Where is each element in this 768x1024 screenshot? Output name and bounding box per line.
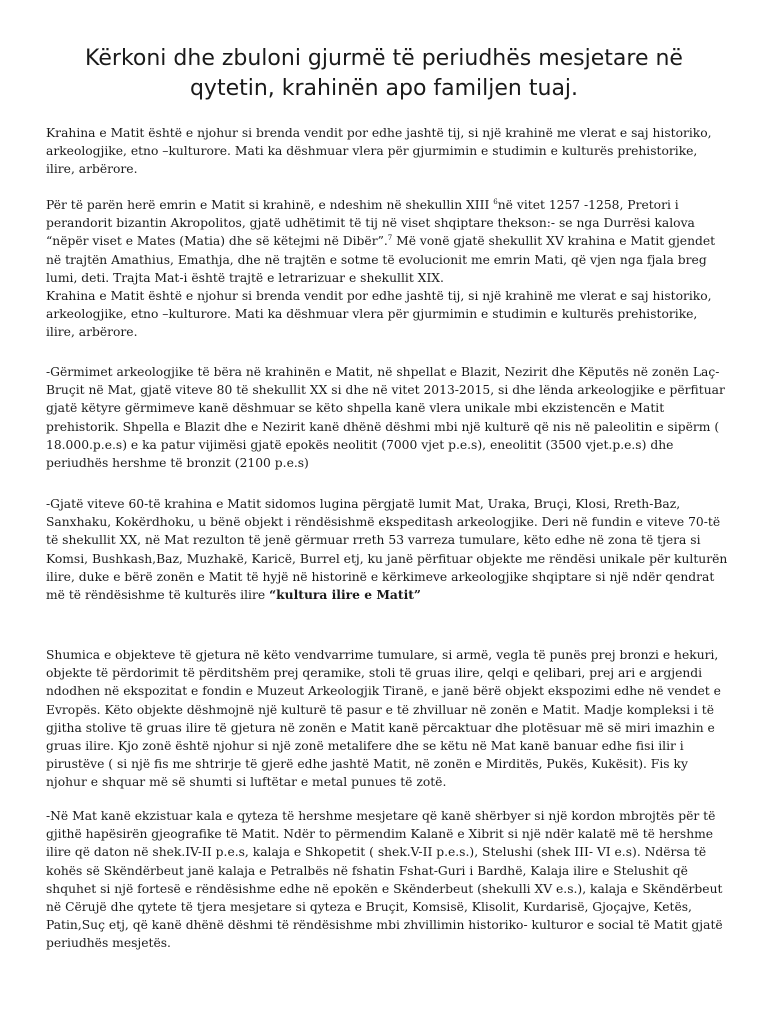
paragraph-name-origin-text-b: në vitet 1257 -1258, Pretori i perandorit bizantin Akropolitos, gjatë udhëtimit të tij në viset shqiptare thekson:- se nga Durrësi kalova “nëpër viset e Mates (Matia) dhe së këtejmi në Dibër”. <box>46 198 695 249</box>
page-title: Kërkoni dhe zbuloni gjurmë të periudhës mesjetare në qytetin, krahinën apo familjen tuaj. <box>85 46 683 101</box>
paragraph-expeditions <box>46 495 728 604</box>
paragraph-excavations: -Gërmimet arkeologjike të bëra në krahinën e Matit, në shpellat e Blazit, Nezirit dhe Këputës në zonën Laç- Bruçit në Mat, gjatë viteve 80 të shekullit XX si dhe në vitet 2013-2015, si dhe lënda arkeologjike e përfituar gjatë këtyre gërmimeve kanë dëshmuar se këto shpella kanë vlera unikale mbi ekzistencën e Matit prehistorik. Shpella e Blazit dhe e Nezirit kanë dhënë dëshmi mbi një kulturë që nis në paleolitin e sipërm ( 18.000.p.e.s) e ka patur vijimësi gjatë epokës neolitit (7000 vjet p.e.s), eneolitit (3500 vjet.p.e.s) dhe periudhës hershme të bronzit (2100 p.e.s) <box>46 365 725 471</box>
paragraph-intro: Krahina e Matit është e njohur si brenda vendit por edhe jashtë tij, si një krahinë me vlerat e saj historiko, arkeologjike, etno –kulturore. Mati ka dëshmuar vlera për gjurmimin e studimin e kulturës prehistorike, ilire, arbërore. <box>46 126 712 177</box>
paragraph-expeditions-text: -Gjatë viteve 60-të krahina e Matit sidomos lugina përgjatë lumit Mat, Uraka, Bruçi, Klosi, Rreth-Baz, Sanxhaku, Kokërdhoku, u bënë objekt i rëndësishmë ekspeditash arkeologjike. Deri në fundin e viteve 70-të të shekullit XX, në Mat rezulton të jenë gërmuar rreth 53 varreza tumulare, këto edhe në zona të tjera si Komsi, Bushkash,Baz, Muzhakë, Karicë, Burrel etj, ku janë përfituar objekte me rëndësi unikale për kulturën ilire, duke e bërë zonën e Matit të hyjë në historinë e kërkimeve arkeologjike shqiptare si një ndër qendrat më të rëndësishme të kulturës ilire <box>46 497 728 603</box>
paragraph-name-origin-text-c: Më vonë gjatë shekullit XV krahina e Matit gjendet në trajtën Amathius, Emathja, dhe në trajtën e sotme të evolucionit me emrin Mati, që vjen nga fjala breg lumi, deti. Trajta Mat-i është trajtë e letrarizuar e shekullit XIX. <box>46 234 716 285</box>
paragraph-castles: -Në Mat kanë ekzistuar kala e qyteza të hershme mesjetare që kanë shërbyer si një kordon mbrojtës për të gjithë hapësirën gjeografike të Matit. Ndër to përmendim Kalanë e Xibrit si një ndër kalatë më të hershme ilire që daton në shek.IV-II p.e.s, kalaja e Shkopetit ( shek.V-II p.e.s.), Stelushi (shek III- VI e.s). Ndërsa të kohës së Skëndërbeut janë kalaja e Petralbës në fshatin Fshat-Guri i Bardhë, Kalaja ilire e Stelushit që shquhet si një fortesë e rëndësishme edhe në epokën e Skënderbeut (shekulli XV e.s.), kalaja e Skëndërbeut në Cërujë dhe qytete të tjera mesjetare si qyteza e Bruçit, Komsisë, Klisolit, Kurdarisë, Gjoçajve, Ketës, Patin,Suç etj, që kanë dhënë dëshmi të rëndësishme mbi zhvillimin historiko- kulturor e social të Matit gjatë periudhës mesjetës. <box>46 809 723 951</box>
paragraph-name-origin <box>46 196 728 342</box>
paragraph-artifacts: Shumica e objekteve të gjetura në këto vendvarrime tumulare, si armë, vegla të punës prej bronzi e hekuri, objekte të përdorimit të përditshëm prej qeramike, stoli të gruas ilire, qelqi e qelibari, prej ari e argjendi ndodhen në ekspozitat e fondin e Muzeut Arkeologjik Tiranë, e janë bërë objekt ekspozimi edhe në vendet e Evropës. Këto objekte dëshmojnë një kulturë të pasur e të zhvilluar në zonën e Matit. Madje kompleksi i të gjitha stolive të gruas ilire të gjetura në zonën e Matit kanë përcaktuar dhe plotësuar më së miri imazhin e gruas ilire. Kjo zonë është njohur si një zonë metalifere dhe se këtu në Mat kanë banuar edhe fisi ilir i pirustëve ( si një fis me shtrirje të gjerë edhe jashtë Matit, në zonën e Mirditës, Pukës, Kukësit). Fis ky njohur e shquar më së shumti si luftëtar e metal punues të zotë. <box>46 648 721 790</box>
paragraph-intro-repeat: Krahina e Matit është e njohur si brenda vendit por edhe jashtë tij, si një krahinë me vlerat e saj historiko, arkeologjike, etno –kulturore. Mati ka dëshmuar vlera për gjurmimin e studimin e kulturës prehistorike, ilire, arbërore. <box>46 289 712 340</box>
footnote-marker-7: 7 <box>387 234 393 243</box>
paragraph-name-origin-text-a: Për të parën herë emrin e Matit si krahinë, e ndeshim në shekullin XIII <box>46 198 494 212</box>
footnote-marker-6: 6 <box>493 197 498 206</box>
paragraph-expeditions-bold: “kultura ilire e Matit” <box>269 587 422 603</box>
